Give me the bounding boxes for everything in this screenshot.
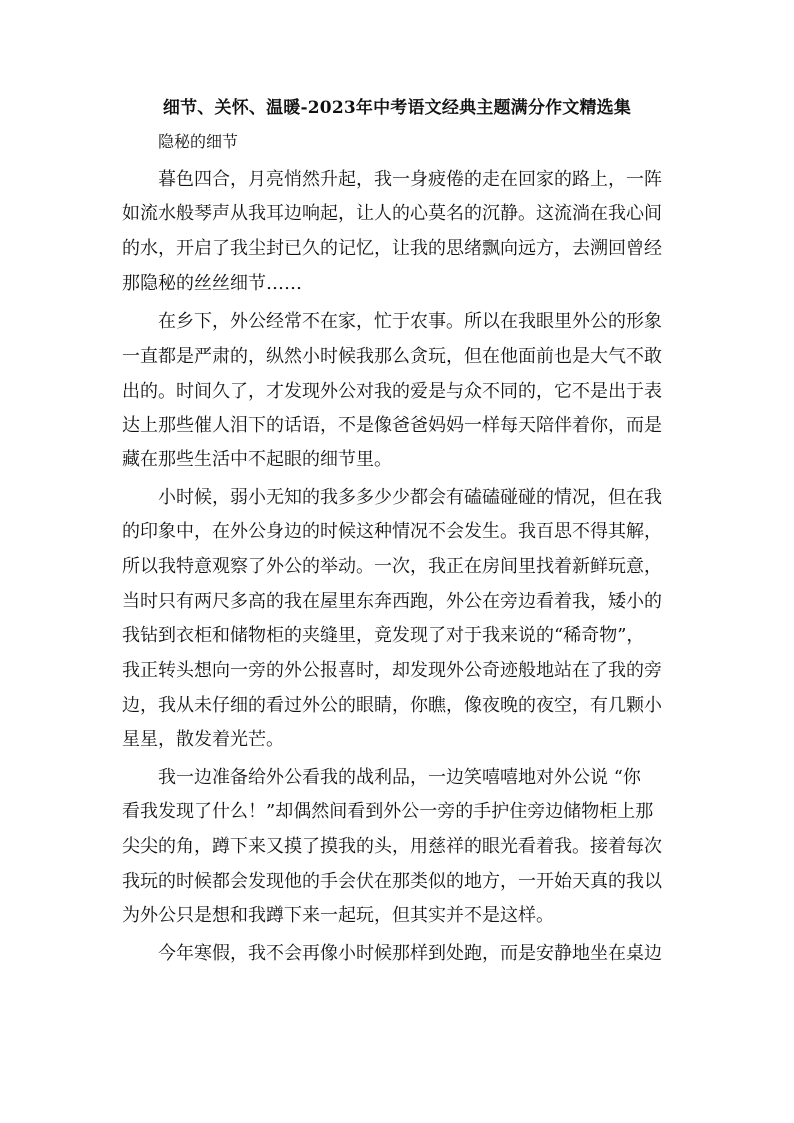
- text-line: 在乡下，外公经常不在家，忙于农事。所以在我眼里外公的形象: [158, 311, 662, 332]
- text-line: 为外公只是想和我蹲下来一起玩，但其实并不是这样。: [122, 905, 554, 926]
- essay-title: 隐秘的细节: [158, 132, 239, 151]
- text-line: 星星，散发着光芒。: [122, 729, 284, 750]
- text-line: 暮色四合，月亮悄然升起，我一身疲倦的走在回家的路上，一阵: [158, 169, 662, 190]
- text-line: 小时候，弱小无知的我多多少少都会有磕磕碰碰的情况，但在我: [158, 487, 662, 508]
- text-line: 边，我从未仔细的看过外公的眼睛，你瞧，像夜晚的夜空，有几颗小: [122, 695, 662, 716]
- text-line: 的水，开启了我尘封已久的记忆，让我的思绪飘向远方，去溯回曾经: [122, 238, 662, 259]
- text-line: 达上那些催人泪下的话语，不是像爸爸妈妈一样每天陪伴着你，而是: [122, 415, 662, 436]
- text-line: 看我发现了什么！”却偶然间看到外公一旁的手护住旁边储物柜上那: [122, 801, 654, 822]
- text-line: 我钻到衣柜和储物柜的夹缝里，竟发现了对于我来说的“稀奇物”，: [122, 625, 645, 646]
- text-line: 如流水般琴声从我耳边响起，让人的心莫名的沉静。这流淌在我心间: [122, 203, 662, 224]
- text-line: 那隐秘的丝丝细节……: [122, 273, 302, 294]
- document-title: 细节、关怀、温暖-2023年中考语文经典主题满分作文精选集: [162, 98, 632, 118]
- text-line: 尖尖的角，蹲下来又摸了摸我的头，用慈祥的眼光看着我。接着每次: [122, 836, 662, 857]
- text-line: 我正转头想向一旁的外公报喜时，却发现外公奇迹般地站在了我的旁: [122, 660, 662, 681]
- text-line: 一直都是严肃的，纵然小时候我那么贪玩，但在他面前也是大气不敢: [122, 346, 662, 367]
- text-line: 我玩的时候都会发现他的手会伏在那类似的地方，一开始天真的我以: [122, 871, 662, 892]
- text-line: 我一边准备给外公看我的战利品，一边笑嘻嘻地对外公说 “你: [158, 767, 641, 788]
- text-line: 藏在那些生活中不起眼的细节里。: [122, 449, 392, 470]
- text-line: 所以我特意观察了外公的举动。一次，我正在房间里找着新鲜玩意，: [122, 556, 662, 577]
- text-line: 今年寒假，我不会再像小时候那样到处跑，而是安静地坐在桌边: [158, 943, 662, 964]
- text-line: 出的。时间久了，才发现外公对我的爱是与众不同的，它不是出于表: [122, 381, 662, 402]
- text-line: 的印象中，在外公身边的时候这种情况不会发生。我百思不得其解，: [122, 521, 662, 542]
- text-line: 当时只有两尺多高的我在屋里东奔西跑，外公在旁边看着我，矮小的: [122, 591, 662, 612]
